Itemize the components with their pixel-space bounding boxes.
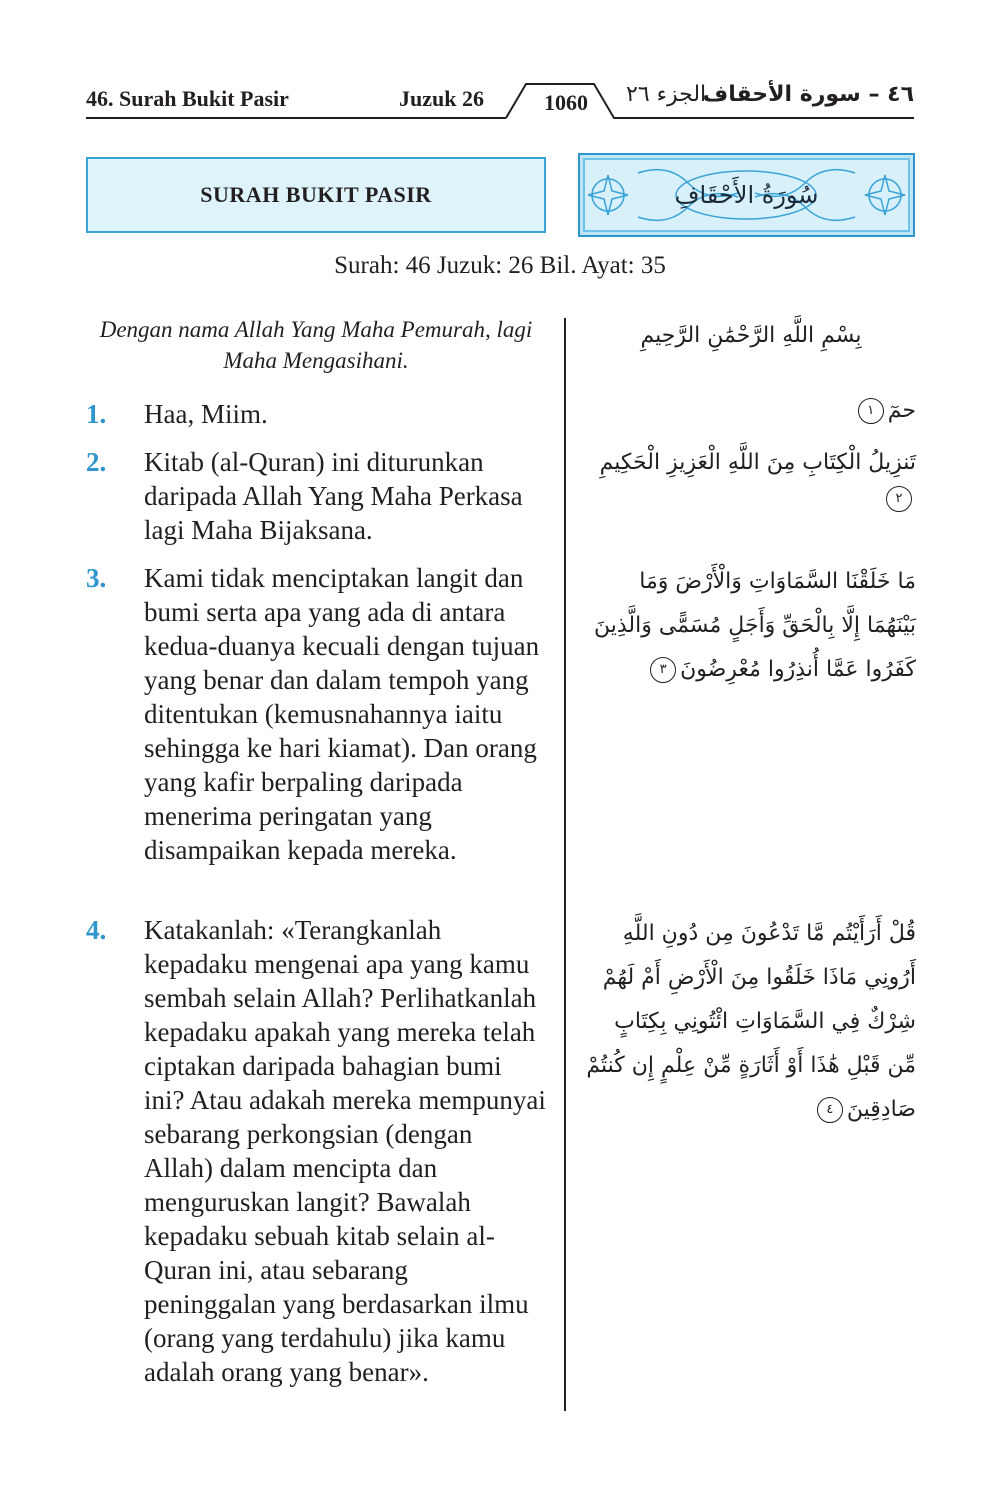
verse-number: 2. xyxy=(86,447,107,477)
arabic-text: قُلْ أَرَأَيْتُم مَّا تَدْعُونَ مِن دُونِ اللَّهِ أَرُونِي مَاذَا خَلَقُوا مِنَ الْأَرْضِ أَمْ لَهُمْ شِرْكٌ فِي السَّمَاوَاتِ ائْتُونِي بِكِتَابٍ مِّن قَبْلِ هَٰذَا أَوْ أَثَارَةٍ مِّنْ عِلْمٍ إِن كُنتُمْ صَادِقِينَ xyxy=(586,921,916,1122)
column-divider xyxy=(564,318,566,1411)
verse-text: Kami tidak menciptakan langit dan bumi serta apa yang ada di antara kedua-duanya kecuali dengan tujuan yang benar dan dalam tempoh yang ditentukan (kemusnahannya iaitu sehingga ke hari kiamat). Dan orang yang kafir berpaling daripada menerima peringatan yang disampaikan kepada mereka. xyxy=(144,563,540,865)
header-surah-latin: 46. Surah Bukit Pasir xyxy=(86,86,289,111)
arabic-text: تَنزِيلُ الْكِتَابِ مِنَ اللَّهِ الْعَزِيزِ الْحَكِيمِ xyxy=(599,450,916,475)
ayah-end-marker: ٢ xyxy=(886,486,912,512)
arabic-text: مَا خَلَقْنَا السَّمَاوَاتِ وَالْأَرْضَ وَمَا بَيْنَهُمَا إِلَّا بِالْحَقِّ وَأَجَلٍ مُسَمًّى وَالَّذِينَ كَفَرُوا عَمَّا أُنذِرُوا مُعْرِضُونَ xyxy=(594,569,916,682)
verse-3-arabic xyxy=(586,560,916,692)
ayah-end-marker: ٣ xyxy=(650,657,676,683)
verse-1-arabic xyxy=(586,393,916,429)
verse-2-arabic xyxy=(586,445,916,517)
ayah-end-marker: ٤ xyxy=(817,1097,843,1123)
verse-text: Haa, Miim. xyxy=(144,399,268,429)
verse-3 xyxy=(86,561,546,901)
surah-title: SURAH BUKIT PASIR xyxy=(200,182,432,207)
ayah-end-marker: ١ xyxy=(858,398,884,424)
verse-1 xyxy=(86,397,546,437)
surah-title-arabic: سُورَةُ الأَحْقَافِ xyxy=(674,181,819,209)
verse-number: 1. xyxy=(86,399,107,429)
bismillah-translation: Dengan nama Allah Yang Maha Pemurah, lagi Maha Mengasihani. xyxy=(99,317,533,373)
surah-title-box xyxy=(86,157,546,233)
verse-4 xyxy=(86,913,546,1423)
bismillah-arabic: بِسْمِ اللَّهِ الرَّحْمَٰنِ الرَّحِيمِ xyxy=(640,323,862,348)
verse-2 xyxy=(86,445,546,555)
arabic-title-ornament xyxy=(578,153,915,237)
header-juzuk: Juzuk 26 xyxy=(399,86,484,111)
header-juz-arabic: الجزء ٢٦ xyxy=(626,82,707,107)
verse-text: Katakanlah: «Terangkanlah kepadaku mengenai apa yang kamu sembah selain Allah? Perlihatkanlah kepadaku apakah yang mereka telah ciptakan daripada bahagian bumi ini? Atau adakah mereka mempunyai sebarang perkongsian (dengan Allah) dalam mencipta dan menguruskan langit? Bawalah kepadaku sebuah kitab selain al-Quran ini, atau sebarang peninggalan yang berdasarkan ilmu (orang yang terdahulu) jika kamu adalah orang yang benar». xyxy=(144,915,546,1387)
arabic-text: حمٓ xyxy=(887,398,916,423)
verse-4-arabic xyxy=(586,912,916,1132)
page-number: 1060 xyxy=(544,90,588,115)
verse-text: Kitab (al-Quran) ini diturunkan daripada Allah Yang Maha Perkasa lagi Maha Bijaksana. xyxy=(144,447,523,545)
header-surah-arabic: ٤٦ – سورة الأحقاف xyxy=(702,82,914,107)
verse-number: 3. xyxy=(86,563,107,593)
page-header xyxy=(86,80,914,120)
surah-info: Surah: 46 Juzuk: 26 Bil. Ayat: 35 xyxy=(334,252,666,279)
verse-number: 4. xyxy=(86,915,107,945)
